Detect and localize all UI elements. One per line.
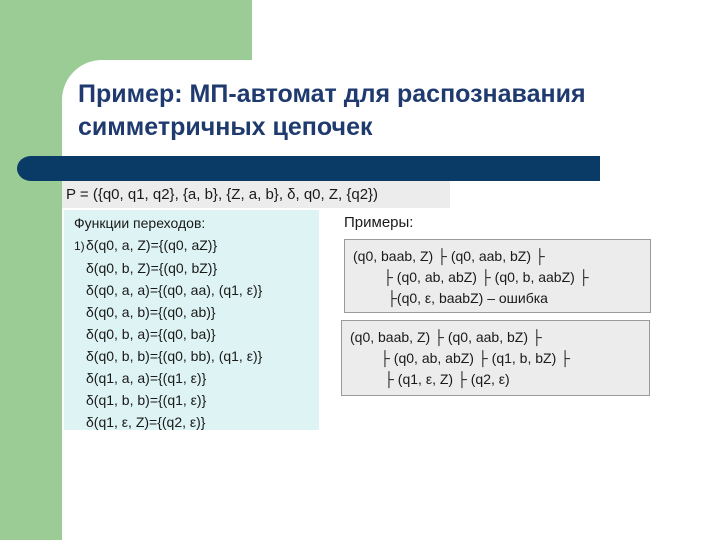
transition-function-text: δ(q1, b, b)={(q1, ε)}: [86, 392, 207, 408]
transition-function-item: [74, 257, 319, 279]
example-line: ├ (q0, ab, abZ) ├ (q0, b, aabZ) ├: [383, 269, 589, 285]
examples-label: Примеры:: [344, 214, 414, 231]
transition-function-text: δ(q1, a, a)={(q1, ε)}: [86, 370, 207, 386]
divider-bar: [31, 156, 600, 181]
transition-functions-heading: Функции переходов:: [74, 215, 206, 231]
transition-function-text: δ(q0, b, a)={(q0, ba)}: [86, 326, 216, 342]
transition-function-item: [74, 389, 319, 411]
transition-function-item: [74, 279, 319, 301]
example-box-accept: [341, 320, 650, 396]
transition-function-item: [74, 411, 319, 433]
example-line: ├(q0, ε, baabZ) – ошибка: [387, 290, 548, 306]
example-line: ├ (q1, ε, Z) ├ (q2, ε): [384, 371, 510, 387]
transition-function-item: [74, 301, 319, 323]
slide-title: Пример: МП-автомат для распознавания симметричных цепочек: [78, 80, 586, 141]
transition-function-item: [74, 345, 319, 367]
automaton-definition: P = ({q0, q1, q2}, {a, b}, {Z, a, b}, δ, q0, Z, {q2}): [62, 181, 450, 208]
example-line: (q0, baab, Z) ├ (q0, aab, bZ) ├: [353, 248, 545, 264]
transition-function-item: [74, 367, 319, 389]
transition-function-item: [74, 323, 319, 345]
transition-function-text: δ(q0, a, b)={(q0, ab)}: [86, 304, 216, 320]
example-box-error: [344, 239, 651, 313]
transition-function-text: δ(q0, a, a)={(q0, aa), (q1, ε)}: [86, 282, 263, 298]
title-divider: [17, 156, 600, 181]
transition-function-item: [74, 234, 319, 257]
transition-function-text: δ(q0, b, Z)={(q0, bZ)}: [86, 260, 218, 276]
example-line: ├ (q0, ab, abZ) ├ (q1, b, bZ) ├: [380, 350, 571, 366]
list-marker: 1): [74, 239, 85, 253]
example-line: (q0, baab, Z) ├ (q0, aab, bZ) ├: [350, 329, 542, 345]
transition-functions-panel: [64, 210, 319, 430]
transition-function-text: δ(q0, b, b)={(q0, bb), (q1, ε)}: [86, 348, 263, 364]
transition-function-text: δ(q1, ε, Z)={(q2, ε)}: [86, 414, 206, 430]
transition-functions-list: [74, 234, 319, 433]
transition-function-text: δ(q0, a, Z)={(q0, aZ)}: [86, 237, 218, 253]
